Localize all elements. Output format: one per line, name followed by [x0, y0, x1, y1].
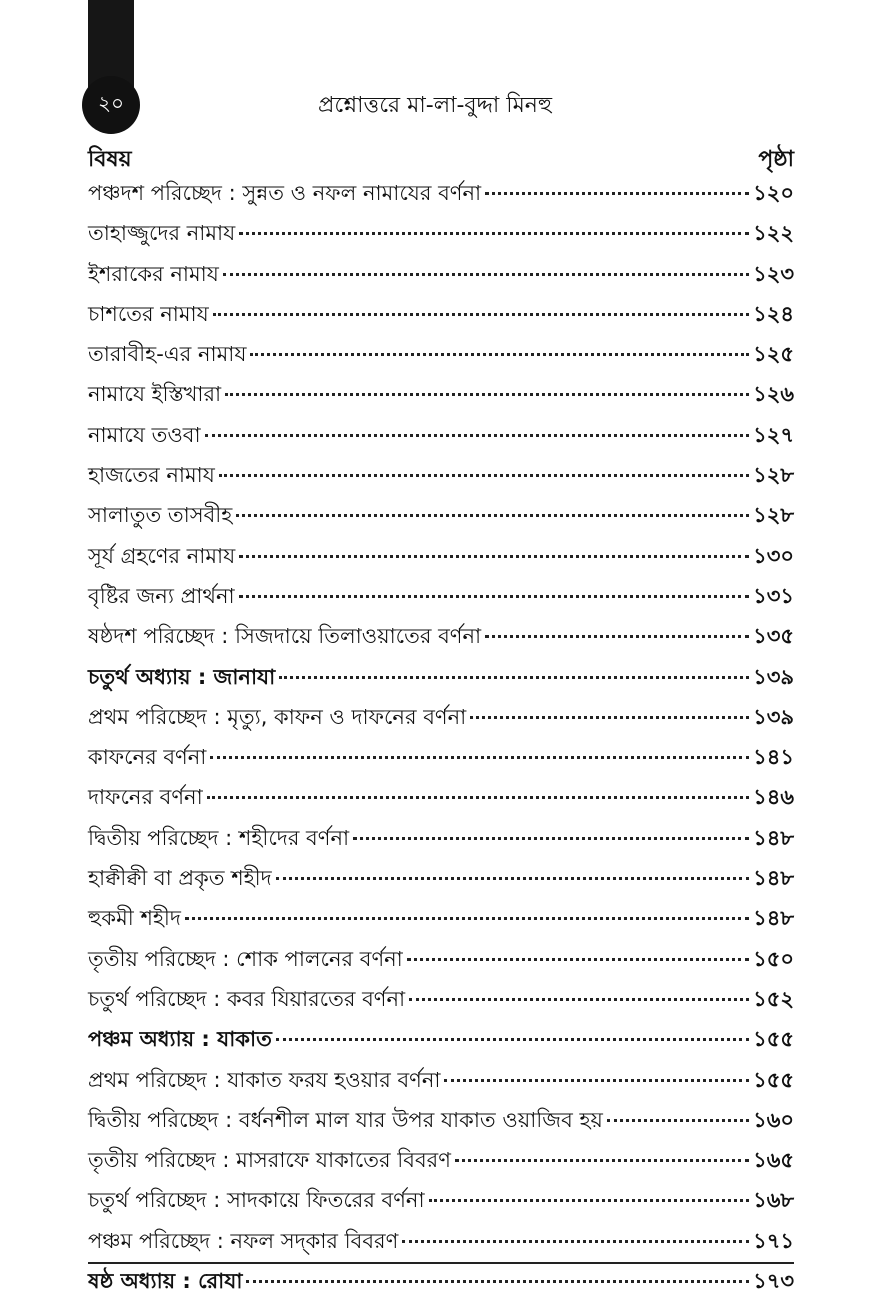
toc-entry [88, 1144, 794, 1184]
dot-leader [470, 716, 749, 719]
toc-entry-title: দাফনের বর্ণনা [88, 785, 203, 810]
toc-entry-page: ১৪৬ [753, 785, 794, 810]
table-of-contents [88, 177, 794, 1305]
toc-entry [88, 822, 794, 862]
toc-entry-title: পঞ্চম অধ্যায় : যাকাত [88, 1027, 272, 1052]
toc-entry [88, 741, 794, 781]
dot-leader [607, 1119, 749, 1122]
subject-heading: বিষয় [88, 147, 132, 172]
toc-entry-title: নামাযে ইস্তিখারা [88, 382, 222, 407]
toc-entry [88, 419, 794, 459]
toc-entry-page: ১৬০ [753, 1107, 794, 1132]
toc-entry [88, 217, 794, 257]
dot-leader [225, 393, 749, 396]
toc-entry-title: সূর্য গ্রহণের নামায [88, 543, 236, 568]
toc-entry-page: ১৩১ [753, 583, 794, 608]
toc-entry-title: চতুর্থ অধ্যায় : জানাযা [88, 664, 276, 689]
toc-entry-title: চাশতের নামায [88, 301, 209, 326]
toc-entry [88, 1064, 794, 1104]
toc-entry-page: ১২৬ [753, 382, 794, 407]
dot-leader [250, 353, 749, 356]
toc-entry [88, 983, 794, 1023]
running-title: প্রশ্নোত্তরে মা-লা-বুদ্দা মিনহু [318, 93, 552, 118]
dot-leader [402, 1240, 749, 1243]
toc-entry [88, 781, 794, 821]
dot-leader [205, 434, 749, 437]
page-heading: পৃষ্ঠা [758, 147, 794, 172]
toc-entry-page: ১৪৮ [753, 906, 794, 931]
toc-entry [88, 338, 794, 378]
toc-entry-title: তৃতীয় পরিচ্ছেদ : শোক পালনের বর্ণনা [88, 946, 403, 971]
dot-leader [219, 474, 749, 477]
toc-entry-page: ১৩৯ [753, 704, 794, 729]
dot-leader [213, 313, 749, 316]
dot-leader [246, 1280, 749, 1283]
toc-entry [88, 620, 794, 660]
dot-leader [239, 232, 749, 235]
toc-entry-page: ১৫৫ [753, 1067, 794, 1092]
toc-entry [88, 459, 794, 499]
toc-entry-page: ১২৩ [753, 261, 794, 286]
dot-leader [455, 1159, 749, 1162]
toc-entry-page: ১৪৮ [753, 825, 794, 850]
toc-entry-title: হাক্বীক্বী বা প্রকৃত শহীদ [88, 866, 272, 891]
toc-entry-title: ষষ্ঠ অধ্যায় : রোযা [88, 1269, 243, 1294]
dot-leader [207, 796, 749, 799]
dot-leader [185, 917, 749, 920]
toc-entry [88, 862, 794, 902]
dot-leader [239, 555, 749, 558]
toc-entry-title: দ্বিতীয় পরিচ্ছেদ : শহীদের বর্ণনা [88, 825, 350, 850]
dot-leader [210, 756, 749, 759]
dot-leader [276, 877, 749, 880]
toc-entry [88, 298, 794, 338]
dot-leader [407, 958, 749, 961]
toc-entry [88, 499, 794, 539]
toc-entry-title: চতুর্থ পরিচ্ছেদ : সাদকায়ে ফিতরের বর্ণনা [88, 1188, 425, 1213]
toc-entry-title: ইশরাকের নামায [88, 261, 219, 286]
toc-entry [88, 177, 794, 217]
toc-entry [88, 258, 794, 298]
toc-entry-page: ১৩৯ [753, 664, 794, 689]
toc-entry-page: ১২৭ [753, 422, 794, 447]
toc-entry-title: বৃষ্টির জন্য প্রার্থনা [88, 583, 235, 608]
toc-entry [88, 540, 794, 580]
dot-leader [279, 676, 749, 679]
toc-entry-page: ১২৮ [753, 503, 794, 528]
dot-leader [239, 595, 749, 598]
toc-entry [88, 661, 794, 701]
toc-entry-title: প্রথম পরিচ্ছেদ : মৃত্যু, কাফন ও দাফনের বর্ণনা [88, 704, 467, 729]
dot-leader [236, 514, 749, 517]
toc-entry-title: পঞ্চদশ পরিচ্ছেদ : সুন্নত ও নফল নামাযের বর্ণনা [88, 181, 482, 205]
toc-entry-page: ১২২ [753, 221, 794, 246]
toc-entry-page: ১২৪ [753, 301, 794, 326]
toc-entry-page: ১৫৫ [753, 1027, 794, 1052]
toc-entry [88, 1023, 794, 1063]
dot-leader [353, 837, 749, 840]
toc-entry-title: ষষ্ঠদশ পরিচ্ছেদ : সিজদায়ে তিলাওয়াতের বর্ণনা [88, 624, 482, 649]
toc-entry-title: দ্বিতীয় পরিচ্ছেদ : বর্ধনশীল মাল যার উপর যাকাত ওয়াজিব হয় [88, 1107, 603, 1132]
toc-entry [88, 1184, 794, 1224]
toc-entry [88, 580, 794, 620]
toc-entry-title: সালাতুত তাসবীহ [88, 503, 233, 528]
bottom-rule [88, 1262, 794, 1264]
dot-leader [223, 273, 749, 276]
toc-entry-title: নামাযে তওবা [88, 422, 201, 447]
toc-entry-title: প্রথম পরিচ্ছেদ : যাকাত ফরয হওয়ার বর্ণনা [88, 1067, 441, 1092]
toc-entry [88, 1104, 794, 1144]
toc-entry-title: কাফনের বর্ণনা [88, 745, 207, 770]
toc-entry-page: ১৭১ [753, 1228, 794, 1253]
toc-entry-page: ১২৮ [753, 463, 794, 488]
dot-leader [444, 1079, 749, 1082]
toc-entry-title: চতুর্থ পরিচ্ছেদ : কবর যিয়ারতের বর্ণনা [88, 986, 406, 1011]
dot-leader [485, 635, 749, 638]
toc-entry [88, 1265, 794, 1305]
toc-entry [88, 943, 794, 983]
toc-entry-title: তাহাজ্জুদের নামায [88, 221, 236, 246]
toc-entry-page: ১৫২ [753, 986, 794, 1011]
toc-entry-page: ১২০ [753, 181, 794, 205]
toc-entry [88, 378, 794, 418]
toc-entry-page: ১৬৮ [753, 1188, 794, 1213]
column-headings [88, 142, 794, 174]
toc-entry-page: ১৪১ [753, 745, 794, 770]
toc-entry-page: ১২৫ [753, 342, 794, 367]
dot-leader [429, 1199, 750, 1202]
toc-entry-page: ১৫০ [753, 946, 794, 971]
toc-entry-page: ১৭৩ [753, 1269, 794, 1294]
toc-entry [88, 701, 794, 741]
toc-entry-title: তৃতীয় পরিচ্ছেদ : মাসরাফে যাকাতের বিবরণ [88, 1148, 451, 1173]
page-number: ২০ [97, 90, 124, 115]
dot-leader [276, 1038, 749, 1041]
toc-entry-title: তারাবীহ-এর নামায [88, 342, 247, 367]
toc-entry-page: ১৩০ [753, 543, 794, 568]
toc-entry-title: পঞ্চম পরিচ্ছেদ : নফল সদ্কার বিবরণ [88, 1228, 399, 1253]
toc-entry [88, 1225, 794, 1265]
dot-leader [409, 998, 749, 1001]
toc-entry [88, 902, 794, 942]
toc-entry-page: ১৪৮ [753, 866, 794, 891]
toc-entry-page: ১৬৫ [753, 1148, 794, 1173]
toc-entry-title: হাজতের নামায [88, 463, 215, 488]
dot-leader [485, 192, 749, 195]
toc-entry-page: ১৩৫ [753, 624, 794, 649]
toc-entry-title: হুকমী শহীদ [88, 906, 181, 931]
